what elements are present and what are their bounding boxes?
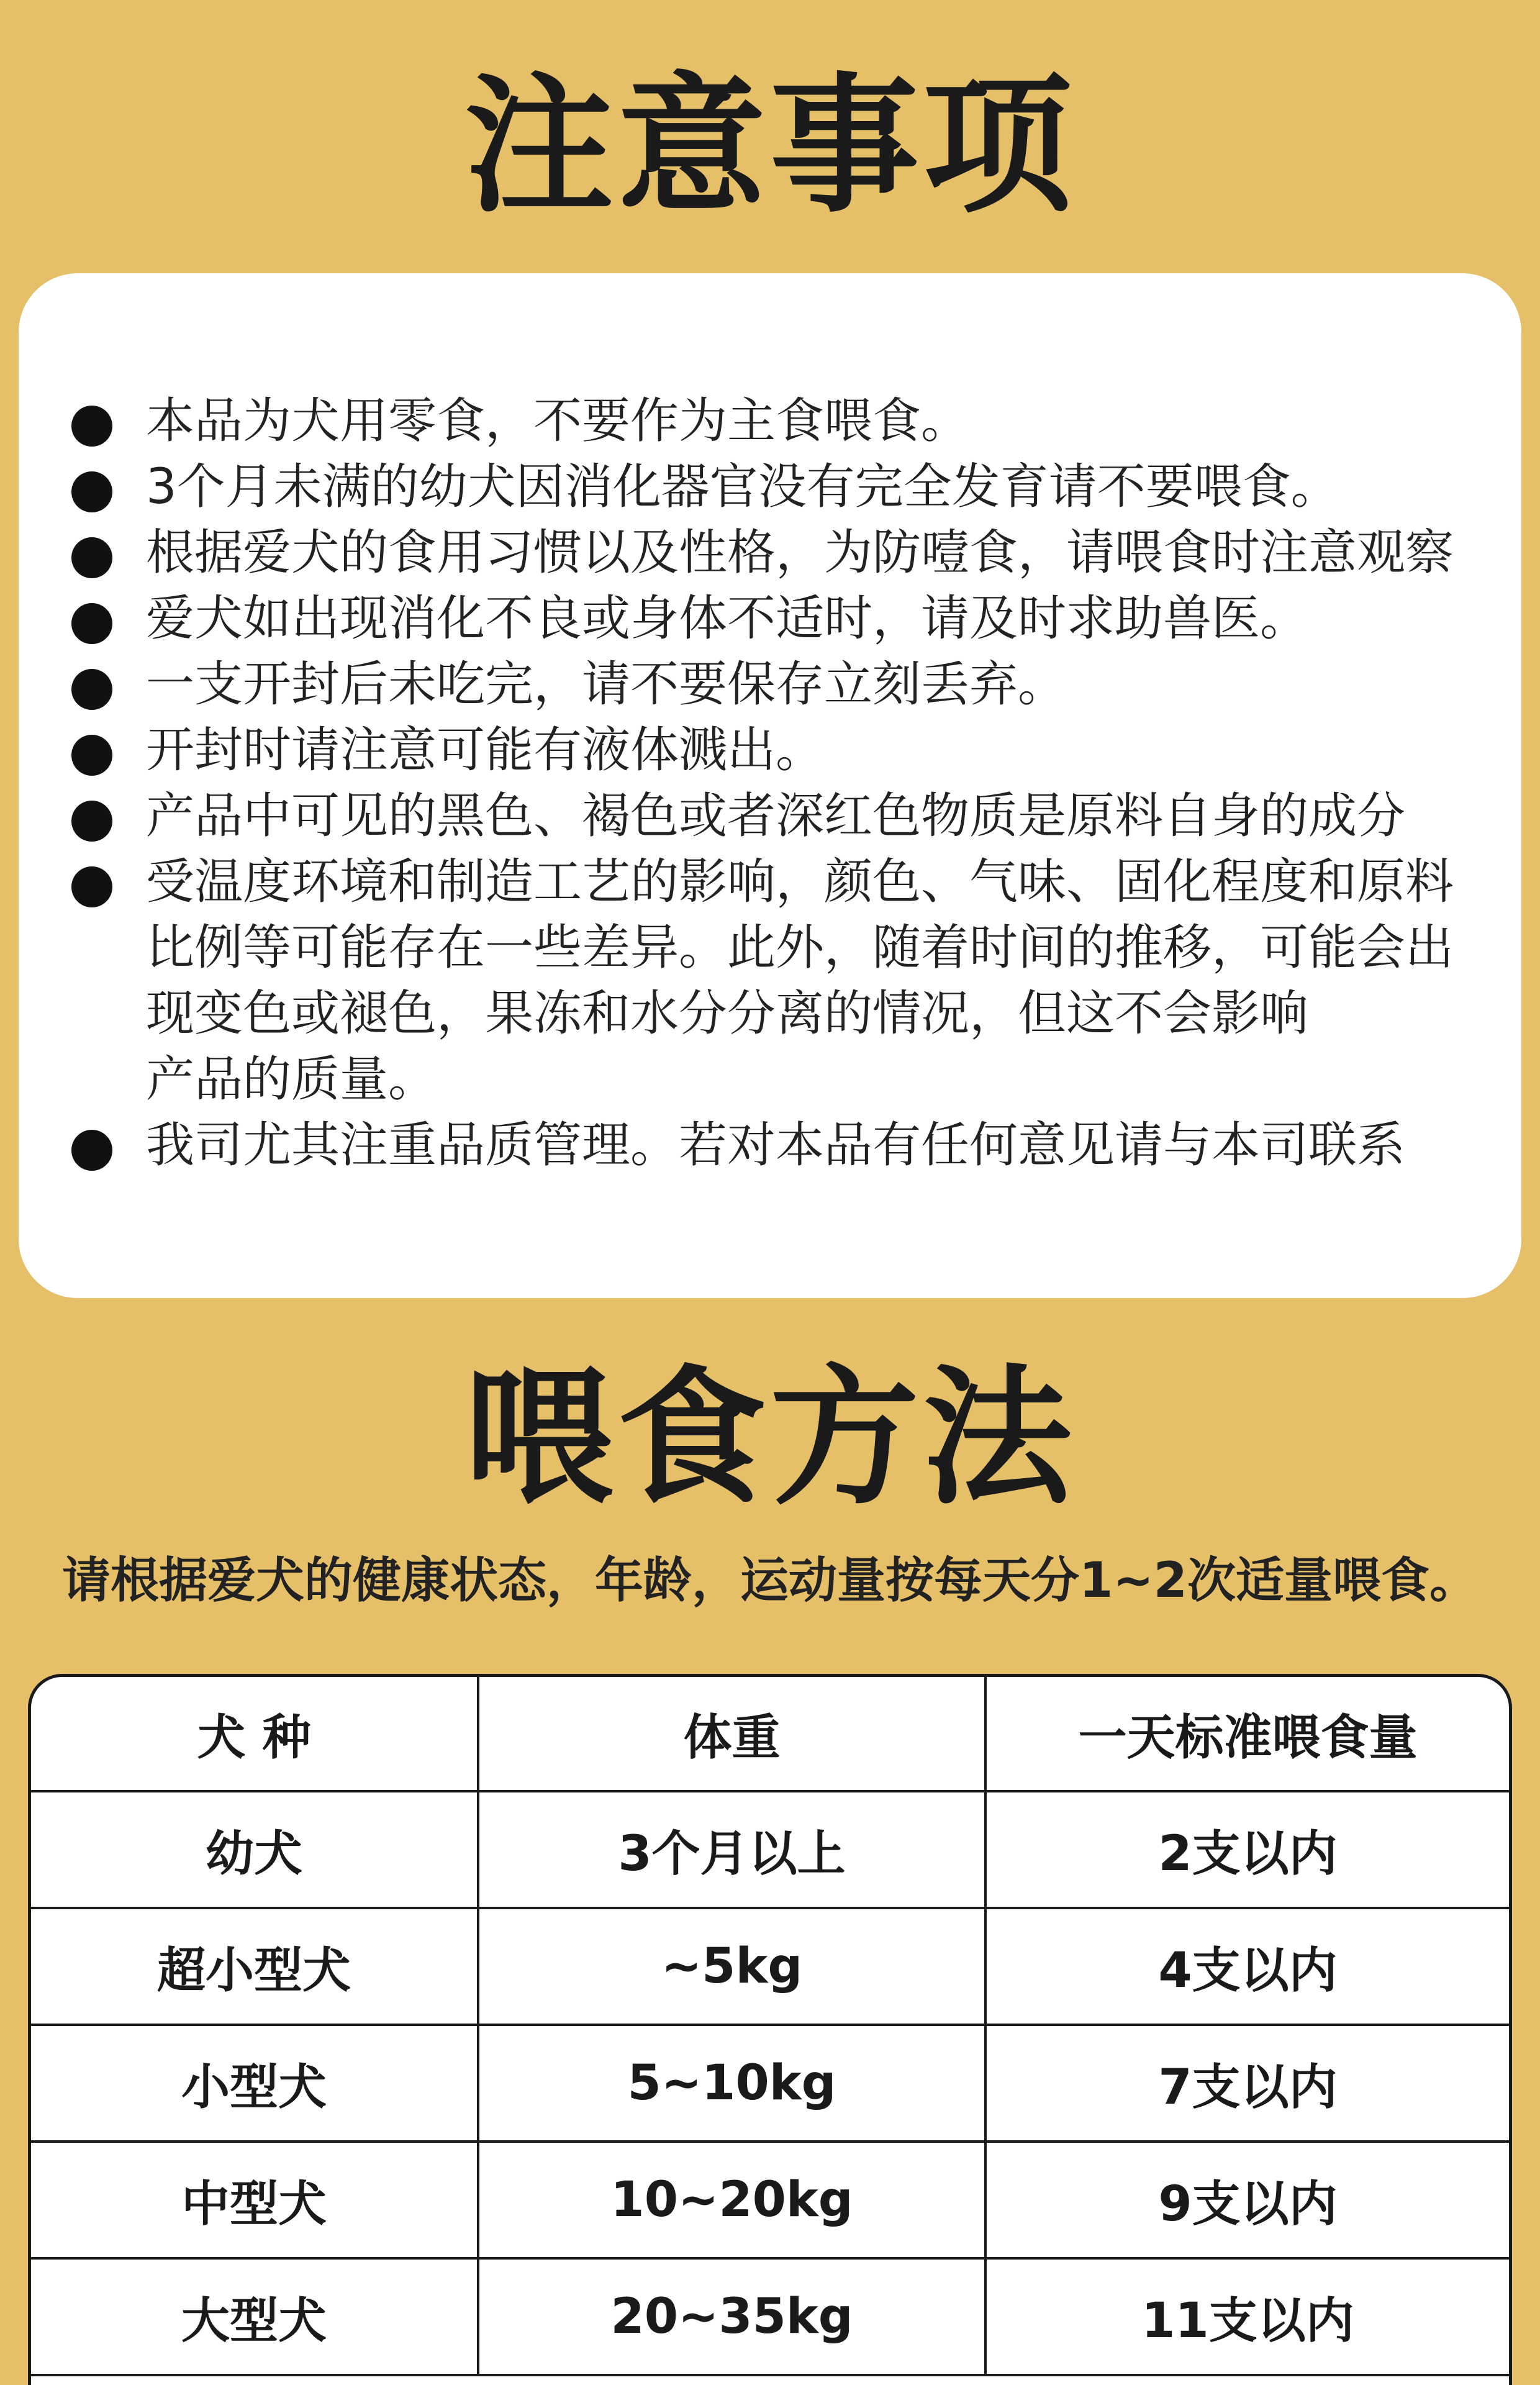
bullet-icon (71, 406, 112, 447)
cell-weight: 20~35kg (478, 2258, 985, 2375)
list-item-text: 3个月未满的幼犬因消化器官没有完全发育请不要喂食。 (146, 459, 1339, 515)
list-item-text: 爱犬如出现消化不良或身体不适时，请及时求助兽医。 (146, 591, 1309, 647)
cell-weight: 10~20kg (478, 2142, 985, 2258)
cell-weight: 3个月以上 (478, 1791, 985, 1908)
bullet-icon (71, 866, 112, 907)
list-item-text: 一支开封后未吃完，请不要保存立刻丢弃。 (146, 656, 1067, 712)
list-item-text: 开封时请注意可能有液体溅出。 (146, 722, 825, 778)
list-item-text: 产品的质量。 (146, 1052, 437, 1107)
list-item (71, 1112, 1500, 1178)
feeding-table (31, 1677, 1509, 2376)
bullet-icon (71, 471, 112, 512)
list-item (71, 717, 1500, 783)
cell-breed: 超小型犬 (31, 1908, 478, 2025)
bullet-icon (71, 669, 112, 710)
table-row (31, 1791, 1509, 1908)
list-item (71, 652, 1500, 717)
feeding-subtitle: 请根据爱犬的健康状态，年龄，运动量按每天分1~2次适量喂食。 (62, 1553, 1478, 1609)
table-row (31, 2025, 1509, 2142)
list-item (71, 849, 1500, 1112)
table-row (31, 2142, 1509, 2258)
list-item (71, 454, 1500, 520)
list-item-text: 根据爱犬的食用习惯以及性格，为防噎食，请喂食时注意观察 (146, 525, 1454, 581)
cell-weight: 5~10kg (478, 2025, 985, 2142)
bullet-icon (71, 1130, 112, 1171)
bullet-icon (71, 801, 112, 842)
cell-weight: ~5kg (478, 1908, 985, 2025)
list-item (71, 783, 1500, 849)
list-item-text: 我司尤其注重品质管理。若对本品有任何意见请与本司联系 (146, 1117, 1406, 1173)
list-item-text: 受温度环境和制造工艺的影响，颜色、气味、固化程度和原料 (146, 854, 1454, 910)
table-header-row (31, 1677, 1509, 1791)
precautions-title: 注意事项 (464, 59, 1076, 233)
bullet-icon (71, 603, 112, 644)
list-item-text: 现变色或褪色，果冻和水分分离的情况，但这不会影响 (146, 986, 1309, 1042)
list-item-text: 比例等可能存在一些差异。此外，随着时间的推移，可能会出 (146, 920, 1454, 976)
cell-breed: 小型犬 (31, 2025, 478, 2142)
list-item (71, 520, 1500, 586)
list-item-text: 本品为犬用零食，不要作为主食喂食。 (146, 393, 970, 449)
bullet-icon (71, 735, 112, 776)
cell-daily-amount: 2支以内 (985, 1791, 1509, 1908)
list-item-text: 产品中可见的黑色、褐色或者深红色物质是原料自身的成分 (146, 788, 1406, 844)
header-weight: 体重 (478, 1677, 985, 1791)
cell-daily-amount: 7支以内 (985, 2025, 1509, 2142)
table-row (31, 2258, 1509, 2375)
precautions-list (71, 388, 1500, 1178)
header-breed: 犬 种 (31, 1677, 478, 1791)
cell-daily-amount: 4支以内 (985, 1908, 1509, 2025)
cell-breed: 中型犬 (31, 2142, 478, 2258)
cell-daily-amount: 9支以内 (985, 2142, 1509, 2258)
feeding-table-container (28, 1674, 1512, 2385)
list-item (71, 586, 1500, 652)
cell-breed: 大型犬 (31, 2258, 478, 2375)
header-daily-amount: 一天标准喂食量 (985, 1677, 1509, 1791)
table-row (31, 1908, 1509, 2025)
cell-daily-amount: 11支以内 (985, 2258, 1509, 2375)
bullet-icon (71, 537, 112, 578)
feeding-title: 喂食方法 (464, 1351, 1076, 1525)
list-item (71, 388, 1500, 454)
cell-breed: 幼犬 (31, 1791, 478, 1908)
